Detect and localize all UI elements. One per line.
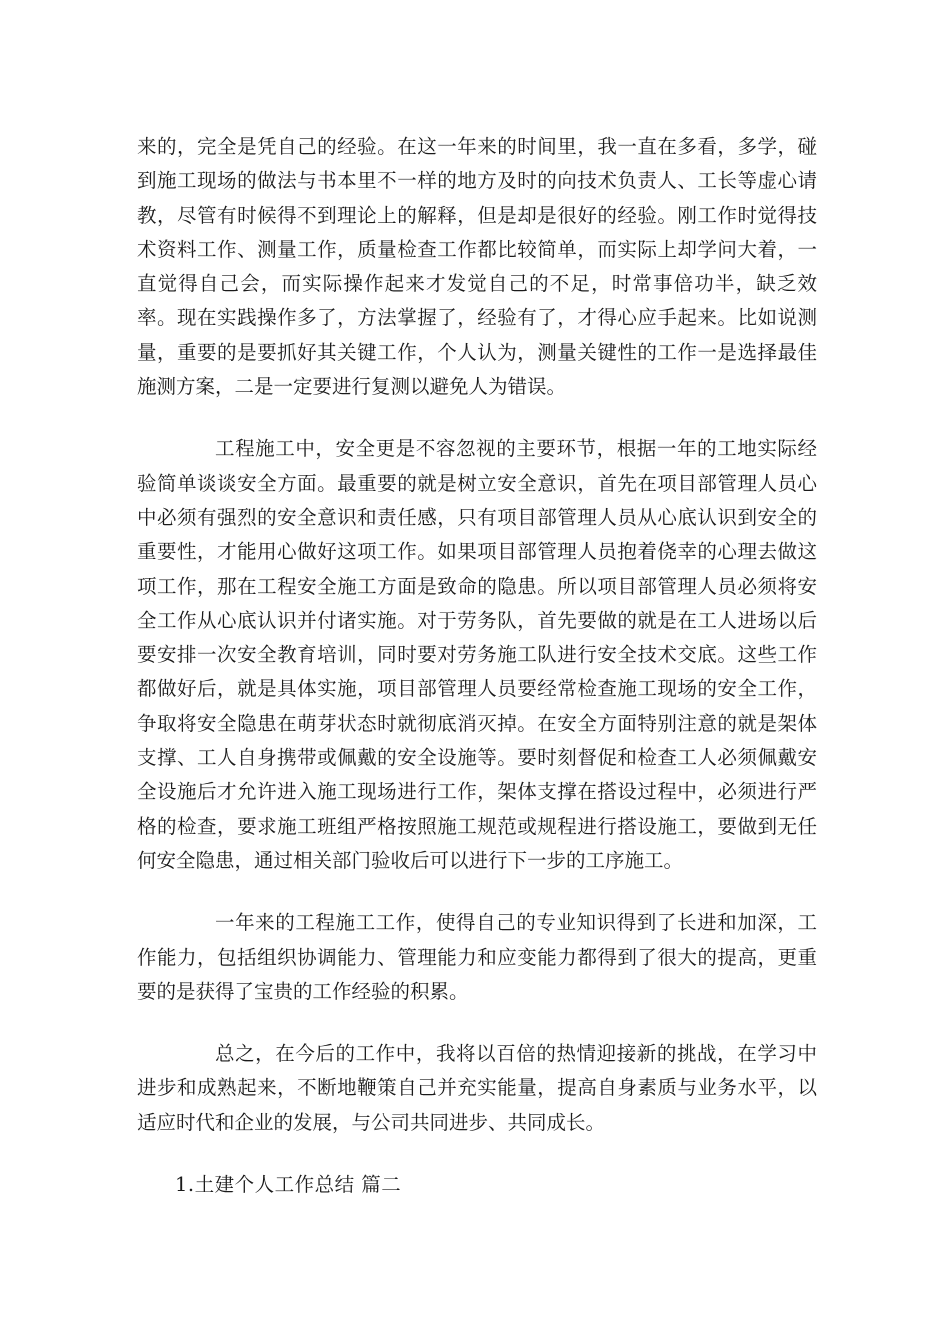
paragraph-conclusion: 总之，在今后的工作中，我将以百倍的热情迎接新的挑战，在学习中进步和成熟起来，不断地鞭策自己并充实能量，提高自身素质与业务水平，以适应时代和企业的发展，与公司共同进步、共同成长。 — [137, 1042, 817, 1134]
paragraph-experience: 来的，完全是凭自己的经验。在这一年来的时间里，我一直在多看，多学，碰到施工现场的做法与书本里不一样的地方及时的向技术负责人、工长等虚心请教，尽管有时候得不到理论上的解释，但是却是很好的经验。刚工作时觉得技术资料工作、测量工作，质量检查工作都比较简单，而实际上却学问大着，一直觉得自己会，而实际操作起来才发觉自己的不足，时常事倍功半，缺乏效率。现在实践操作多了，方法掌握了，经验有了，才得心应手起来。比如说测量，重要的是要抓好其关键工作，个人认为，测量关键性的工作一是选择最佳施测方案，二是一定要进行复测以避免人为错误。 — [137, 135, 817, 399]
paragraph-safety: 工程施工中，安全更是不容忽视的主要环节，根据一年的工地实际经验简单谈谈安全方面。最重要的就是树立安全意识，首先在项目部管理人员心中必须有强烈的安全意识和责任感，只有项目部管理人员从心底认识到安全的重要性，才能用心做好这项工作。如果项目部管理人员抱着侥幸的心理去做这项工作，那在工程安全施工方面是致命的隐患。所以项目部管理人员必须将安全工作从心底认识并付诸实施。对于劳务队，首先要做的就是在工人进场以后要安排一次安全教育培训，同时要对劳务施工队进行安全技术交底。这些工作都做好后，就是具体实施，项目部管理人员要经常检查施工现场的安全工作，争取将安全隐患在萌芽状态时就彻底消灭掉。在安全方面特别注意的就是架体支撑、工人自身携带或佩戴的安全设施等。要时刻督促和检查工人必须佩戴安全设施后才允许进入施工现场进行工作，架体支撑在搭设过程中，必须进行严格的检查，要求施工班组严格按照施工规范或规程进行搭设施工，要做到无任何安全隐患，通过相关部门验收后可以进行下一步的工序施工。 — [137, 437, 817, 872]
document-body — [137, 130, 817, 1202]
paragraph-growth: 一年来的工程施工工作，使得自己的专业知识得到了长进和加深，工作能力，包括组织协调能力、管理能力和应变能力都得到了很大的提高，更重要的是获得了宝贵的工作经验的积累。 — [137, 911, 817, 1003]
section-heading: 1.土建个人工作总结 篇二 — [175, 1173, 402, 1197]
